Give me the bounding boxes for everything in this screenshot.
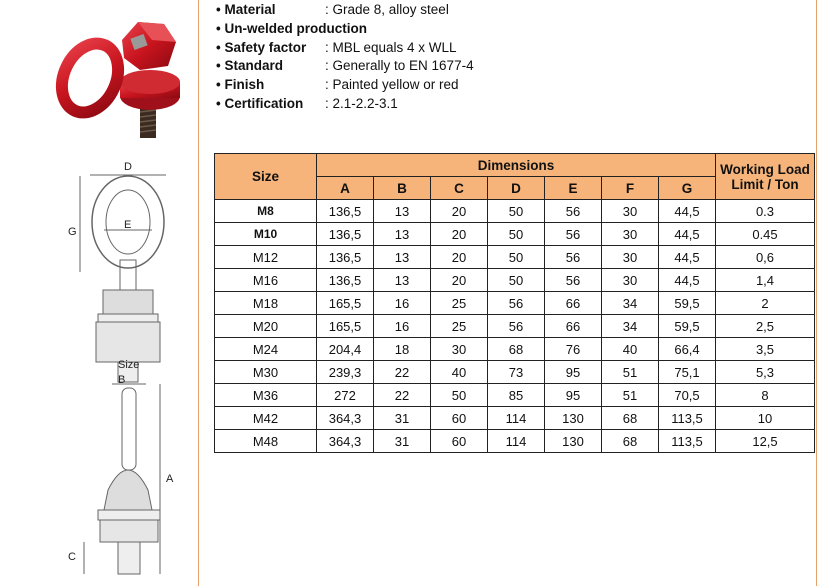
cell-e: 56 bbox=[545, 223, 602, 246]
table-row bbox=[215, 338, 815, 361]
header-col-e: E bbox=[545, 177, 602, 200]
cell-size: M42 bbox=[215, 407, 317, 430]
spec-standard bbox=[216, 57, 474, 76]
cell-a: 136,5 bbox=[317, 269, 374, 292]
header-size: Size bbox=[215, 154, 317, 200]
spec-label: • Un-welded production bbox=[216, 20, 367, 36]
header-col-b: B bbox=[374, 177, 431, 200]
cell-b: 31 bbox=[374, 407, 431, 430]
cell-c: 20 bbox=[431, 223, 488, 246]
cell-b: 18 bbox=[374, 338, 431, 361]
cell-size: M16 bbox=[215, 269, 317, 292]
cell-size: M24 bbox=[215, 338, 317, 361]
cell-a: 364,3 bbox=[317, 430, 374, 453]
cell-c: 20 bbox=[431, 200, 488, 223]
table-row bbox=[215, 361, 815, 384]
cell-d: 114 bbox=[488, 407, 545, 430]
cell-g: 44,5 bbox=[659, 246, 716, 269]
cell-a: 272 bbox=[317, 384, 374, 407]
right-border bbox=[816, 0, 817, 586]
cell-b: 22 bbox=[374, 384, 431, 407]
cell-size: M8 bbox=[215, 200, 317, 223]
spec-safety-factor bbox=[216, 39, 474, 58]
cell-b: 16 bbox=[374, 292, 431, 315]
cell-e: 95 bbox=[545, 384, 602, 407]
cell-f: 30 bbox=[602, 200, 659, 223]
cell-a: 204,4 bbox=[317, 338, 374, 361]
cell-g: 113,5 bbox=[659, 430, 716, 453]
cell-working-load: 3,5 bbox=[716, 338, 815, 361]
cell-d: 73 bbox=[488, 361, 545, 384]
cell-e: 56 bbox=[545, 200, 602, 223]
cell-c: 25 bbox=[431, 315, 488, 338]
cell-c: 60 bbox=[431, 407, 488, 430]
table-row bbox=[215, 269, 815, 292]
table-row bbox=[215, 223, 815, 246]
cell-b: 31 bbox=[374, 430, 431, 453]
cell-e: 56 bbox=[545, 246, 602, 269]
header-col-g: G bbox=[659, 177, 716, 200]
cell-d: 56 bbox=[488, 315, 545, 338]
drawing-label-d: D bbox=[124, 161, 132, 173]
spec-label: • Material bbox=[216, 2, 276, 17]
header-working-load-line2: Limit / Ton bbox=[731, 176, 799, 192]
header-working-load-line1: Working Load bbox=[720, 161, 810, 177]
cell-d: 50 bbox=[488, 223, 545, 246]
cell-working-load: 8 bbox=[716, 384, 815, 407]
spec-label: • Safety factor bbox=[216, 39, 307, 55]
spec-label: • Certification bbox=[216, 95, 304, 111]
cell-g: 70,5 bbox=[659, 384, 716, 407]
cell-size: M10 bbox=[215, 223, 317, 246]
header-col-c: C bbox=[431, 177, 488, 200]
cell-size: M30 bbox=[215, 361, 317, 384]
cell-g: 44,5 bbox=[659, 269, 716, 292]
cell-a: 239,3 bbox=[317, 361, 374, 384]
cell-f: 30 bbox=[602, 269, 659, 292]
cell-c: 30 bbox=[431, 338, 488, 361]
cell-g: 66,4 bbox=[659, 338, 716, 361]
cell-working-load: 0.45 bbox=[716, 223, 815, 246]
cell-e: 95 bbox=[545, 361, 602, 384]
cell-working-load: 2 bbox=[716, 292, 815, 315]
table-row bbox=[215, 246, 815, 269]
cell-size: M12 bbox=[215, 246, 317, 269]
cell-c: 50 bbox=[431, 384, 488, 407]
cell-b: 22 bbox=[374, 361, 431, 384]
cell-working-load: 1,4 bbox=[716, 269, 815, 292]
specifications-list bbox=[216, 1, 474, 114]
cell-a: 165,5 bbox=[317, 292, 374, 315]
header-col-d: D bbox=[488, 177, 545, 200]
cell-f: 34 bbox=[602, 315, 659, 338]
spec-value: : Grade 8, alloy steel bbox=[325, 2, 449, 17]
cell-working-load: 0,6 bbox=[716, 246, 815, 269]
cell-d: 85 bbox=[488, 384, 545, 407]
cell-g: 113,5 bbox=[659, 407, 716, 430]
cell-b: 13 bbox=[374, 223, 431, 246]
cell-d: 114 bbox=[488, 430, 545, 453]
cell-size: M36 bbox=[215, 384, 317, 407]
cell-d: 68 bbox=[488, 338, 545, 361]
cell-d: 50 bbox=[488, 269, 545, 292]
cell-e: 76 bbox=[545, 338, 602, 361]
cell-a: 136,5 bbox=[317, 200, 374, 223]
cell-g: 44,5 bbox=[659, 200, 716, 223]
cell-e: 66 bbox=[545, 315, 602, 338]
drawing-label-b: B bbox=[118, 374, 126, 386]
cell-g: 44,5 bbox=[659, 223, 716, 246]
drawing-label-a: A bbox=[166, 473, 174, 485]
spec-label: • Standard bbox=[216, 58, 283, 74]
cell-size: M18 bbox=[215, 292, 317, 315]
drawing-label-c: C bbox=[68, 551, 76, 563]
spec-value: : 2.1-2.2-3.1 bbox=[325, 95, 398, 111]
cell-d: 56 bbox=[488, 292, 545, 315]
cell-b: 13 bbox=[374, 200, 431, 223]
spec-finish bbox=[216, 76, 474, 95]
cell-a: 136,5 bbox=[317, 223, 374, 246]
cell-b: 13 bbox=[374, 269, 431, 292]
table-row bbox=[215, 315, 815, 338]
spec-certification bbox=[216, 95, 474, 114]
cell-working-load: 5,3 bbox=[716, 361, 815, 384]
cell-g: 75,1 bbox=[659, 361, 716, 384]
header-col-f: F bbox=[602, 177, 659, 200]
table-row bbox=[215, 430, 815, 453]
table-row bbox=[215, 292, 815, 315]
cell-c: 40 bbox=[431, 361, 488, 384]
cell-e: 66 bbox=[545, 292, 602, 315]
cell-b: 16 bbox=[374, 315, 431, 338]
cell-c: 60 bbox=[431, 430, 488, 453]
cell-size: M20 bbox=[215, 315, 317, 338]
cell-g: 59,5 bbox=[659, 292, 716, 315]
drawing-label-g: G bbox=[68, 226, 77, 238]
header-working-load bbox=[716, 154, 815, 200]
cell-f: 30 bbox=[602, 223, 659, 246]
drawing-label-size: Size bbox=[118, 359, 140, 371]
cell-g: 59,5 bbox=[659, 315, 716, 338]
cell-c: 20 bbox=[431, 269, 488, 292]
cell-a: 364,3 bbox=[317, 407, 374, 430]
spec-value: : MBL equals 4 x WLL bbox=[325, 39, 457, 55]
spec-value: : Generally to EN 1677-4 bbox=[325, 58, 474, 74]
cell-e: 130 bbox=[545, 407, 602, 430]
header-dimensions: Dimensions bbox=[317, 154, 716, 177]
cell-working-load: 0.3 bbox=[716, 200, 815, 223]
table-body bbox=[215, 200, 815, 453]
cell-c: 25 bbox=[431, 292, 488, 315]
cell-b: 13 bbox=[374, 246, 431, 269]
cell-e: 130 bbox=[545, 430, 602, 453]
cell-f: 34 bbox=[602, 292, 659, 315]
spec-material bbox=[216, 1, 474, 20]
table-row bbox=[215, 384, 815, 407]
cell-a: 136,5 bbox=[317, 246, 374, 269]
cell-d: 50 bbox=[488, 246, 545, 269]
cell-f: 51 bbox=[602, 361, 659, 384]
cell-f: 68 bbox=[602, 430, 659, 453]
header-col-a: A bbox=[317, 177, 374, 200]
cell-working-load: 10 bbox=[716, 407, 815, 430]
cell-f: 51 bbox=[602, 384, 659, 407]
technical-drawing bbox=[0, 150, 198, 586]
cell-size: M48 bbox=[215, 430, 317, 453]
cell-working-load: 2,5 bbox=[716, 315, 815, 338]
spec-value: : Painted yellow or red bbox=[325, 77, 459, 93]
drawing-label-e: E bbox=[124, 219, 132, 231]
cell-a: 165,5 bbox=[317, 315, 374, 338]
table-row bbox=[215, 200, 815, 223]
cell-f: 68 bbox=[602, 407, 659, 430]
cell-d: 50 bbox=[488, 200, 545, 223]
table-row bbox=[215, 407, 815, 430]
spec-label: • Finish bbox=[216, 77, 265, 93]
cell-f: 40 bbox=[602, 338, 659, 361]
vertical-divider bbox=[198, 0, 199, 586]
dimensions-table bbox=[214, 153, 815, 453]
cell-c: 20 bbox=[431, 246, 488, 269]
cell-e: 56 bbox=[545, 269, 602, 292]
cell-f: 30 bbox=[602, 246, 659, 269]
spec-production bbox=[216, 20, 474, 39]
cell-working-load: 12,5 bbox=[716, 430, 815, 453]
product-photo bbox=[40, 0, 190, 148]
